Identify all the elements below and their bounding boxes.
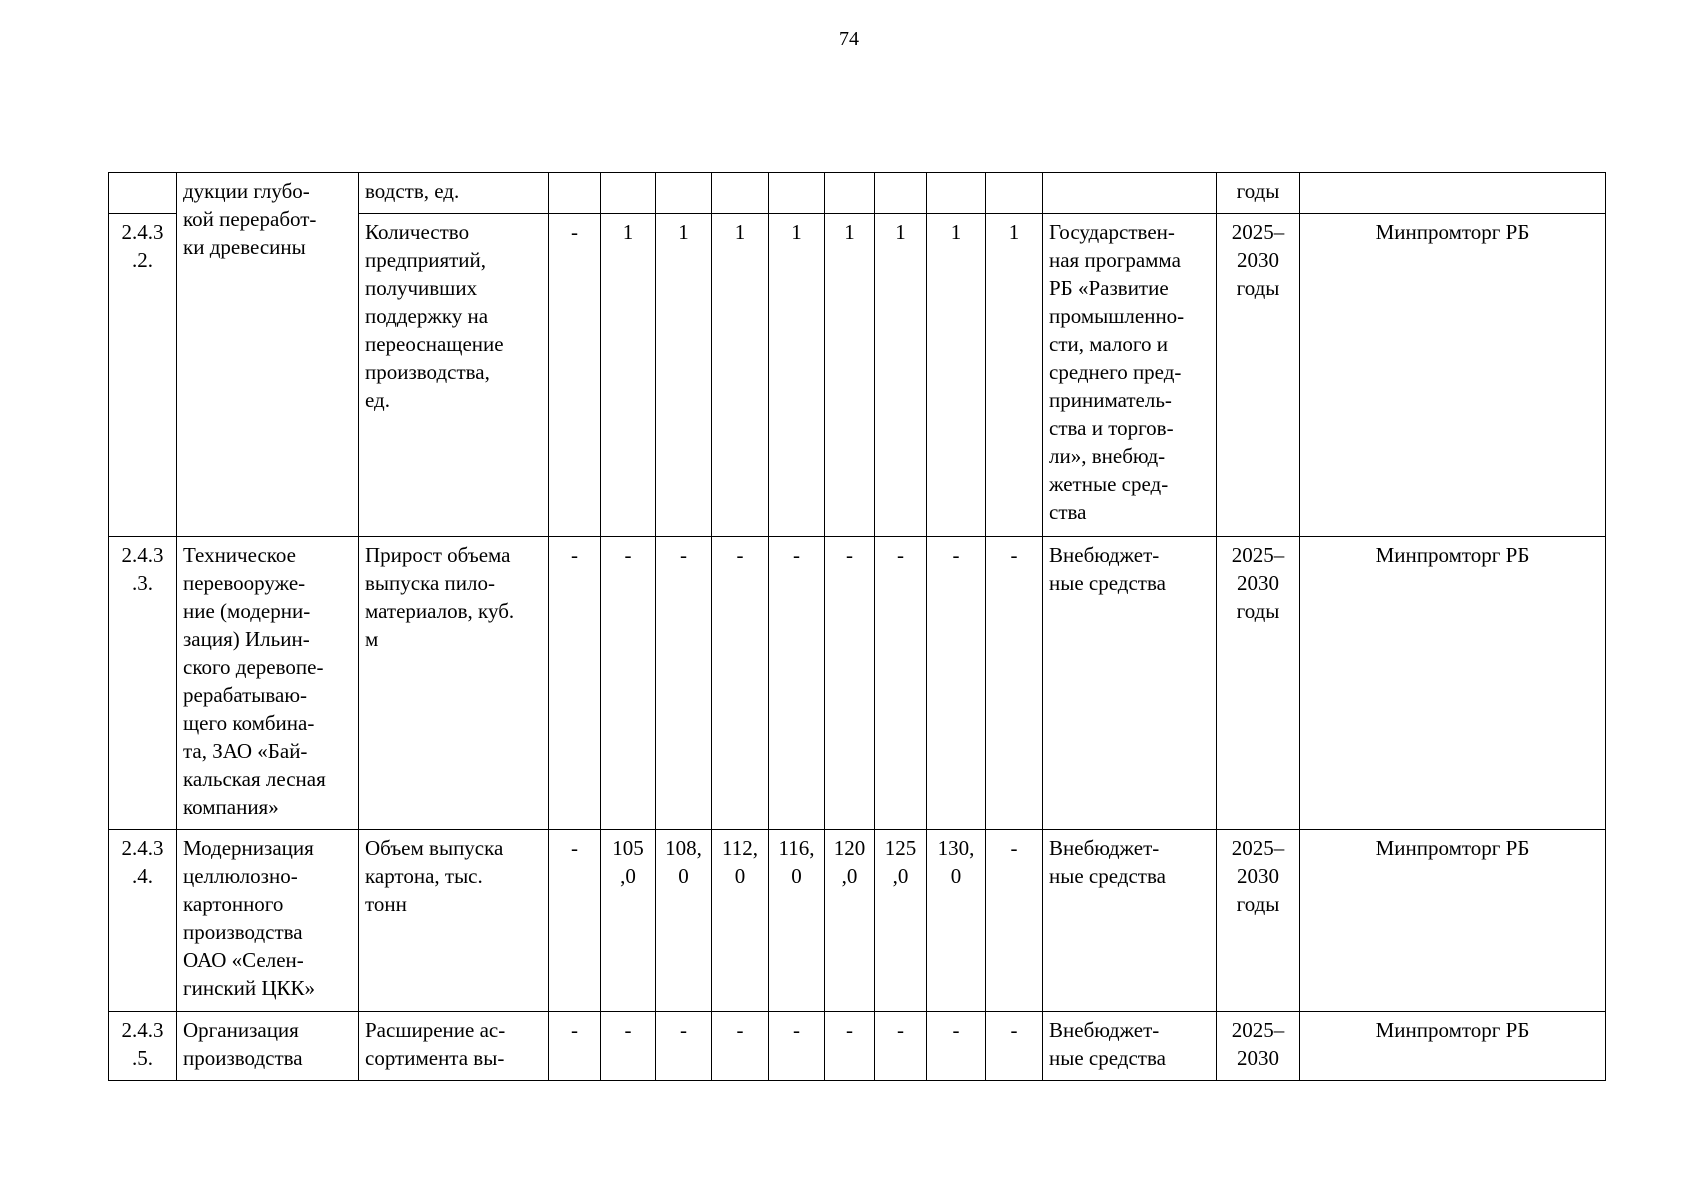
value-cell	[927, 173, 986, 214]
measure-name: Модернизация целлюлозно- картонного производства ОАО «Селен- гинский ЦКК»	[177, 830, 359, 1012]
value-cell: -	[549, 1012, 601, 1081]
value-cell: -	[601, 1012, 656, 1081]
value-cell: -	[549, 214, 601, 537]
value-cell: 120 ,0	[825, 830, 875, 1012]
page-number: 74	[839, 28, 859, 50]
value-cell	[769, 173, 825, 214]
row-number: 2.4.3 .2.	[109, 214, 177, 537]
value-cell: -	[656, 1012, 712, 1081]
value-cell: -	[712, 1012, 769, 1081]
value-cell: -	[825, 537, 875, 830]
table-row	[109, 830, 1606, 1012]
value-cell: -	[549, 537, 601, 830]
value-cell: 125 ,0	[875, 830, 927, 1012]
executor-cell	[1300, 173, 1606, 214]
value-cell: -	[712, 537, 769, 830]
funding-source-cell: Внебюджет- ные средства	[1043, 1012, 1217, 1081]
value-cell: 130, 0	[927, 830, 986, 1012]
table-row	[109, 1012, 1606, 1081]
value-cell	[825, 173, 875, 214]
measure-name: Организация производства	[177, 1012, 359, 1081]
value-cell: -	[825, 1012, 875, 1081]
value-cell: 116, 0	[769, 830, 825, 1012]
value-cell: -	[601, 537, 656, 830]
years-cell: 2025– 2030 годы	[1217, 214, 1300, 537]
years-cell: 2025– 2030	[1217, 1012, 1300, 1081]
value-cell: -	[875, 537, 927, 830]
row-number: 2.4.3 .4.	[109, 830, 177, 1012]
row-number	[109, 173, 177, 214]
years-cell: годы	[1217, 173, 1300, 214]
measure-name: дукции глубо- кой переработ- ки древесины	[177, 173, 359, 537]
value-cell: -	[549, 830, 601, 1012]
value-cell: -	[986, 537, 1043, 830]
funding-source-cell	[1043, 173, 1217, 214]
value-cell: 1	[825, 214, 875, 537]
table-row	[109, 537, 1606, 830]
value-cell: -	[986, 830, 1043, 1012]
value-cell: 105 ,0	[601, 830, 656, 1012]
value-cell: 1	[875, 214, 927, 537]
value-cell	[656, 173, 712, 214]
value-cell: 1	[927, 214, 986, 537]
value-cell: -	[927, 537, 986, 830]
value-cell: -	[986, 1012, 1043, 1081]
value-cell: -	[927, 1012, 986, 1081]
value-cell: -	[656, 537, 712, 830]
value-cell	[601, 173, 656, 214]
funding-source-cell: Внебюджет- ные средства	[1043, 537, 1217, 830]
indicator-cell: Расширение ас- сортимента вы-	[359, 1012, 549, 1081]
indicator-cell: Количество предприятий, получивших поддержку на переоснащение производства, ед.	[359, 214, 549, 537]
years-cell: 2025– 2030 годы	[1217, 537, 1300, 830]
value-cell: 1	[986, 214, 1043, 537]
value-cell: 108, 0	[656, 830, 712, 1012]
value-cell: 112, 0	[712, 830, 769, 1012]
value-cell: -	[769, 537, 825, 830]
indicator-cell: Объем выпуска картона, тыс. тонн	[359, 830, 549, 1012]
value-cell: 1	[601, 214, 656, 537]
indicator-cell: водств, ед.	[359, 173, 549, 214]
executor-cell: Минпромторг РБ	[1300, 830, 1606, 1012]
value-cell	[875, 173, 927, 214]
indicator-cell: Прирост объема выпуска пило- материалов, куб. м	[359, 537, 549, 830]
value-cell: -	[875, 1012, 927, 1081]
row-number: 2.4.3 .3.	[109, 537, 177, 830]
measures-table	[108, 172, 1606, 1081]
row-number: 2.4.3 .5.	[109, 1012, 177, 1081]
value-cell: -	[769, 1012, 825, 1081]
value-cell: 1	[769, 214, 825, 537]
executor-cell: Минпромторг РБ	[1300, 537, 1606, 830]
executor-cell: Минпромторг РБ	[1300, 1012, 1606, 1081]
value-cell	[986, 173, 1043, 214]
value-cell	[549, 173, 601, 214]
table-row	[109, 173, 1606, 214]
executor-cell: Минпромторг РБ	[1300, 214, 1606, 537]
years-cell: 2025– 2030 годы	[1217, 830, 1300, 1012]
value-cell	[712, 173, 769, 214]
funding-source-cell: Государствен- ная программа РБ «Развитие промышленно- сти, малого и среднего пред- приниматель- ства и торгов- ли», внебюд- жетные сред- ства	[1043, 214, 1217, 537]
funding-source-cell: Внебюджет- ные средства	[1043, 830, 1217, 1012]
value-cell: 1	[712, 214, 769, 537]
value-cell: 1	[656, 214, 712, 537]
measure-name: Техническое перевооруже- ние (модерни- зация) Ильин- ского деревопе- рерабатываю- щего комбина- та, ЗАО «Бай- кальская лесная компания»	[177, 537, 359, 830]
